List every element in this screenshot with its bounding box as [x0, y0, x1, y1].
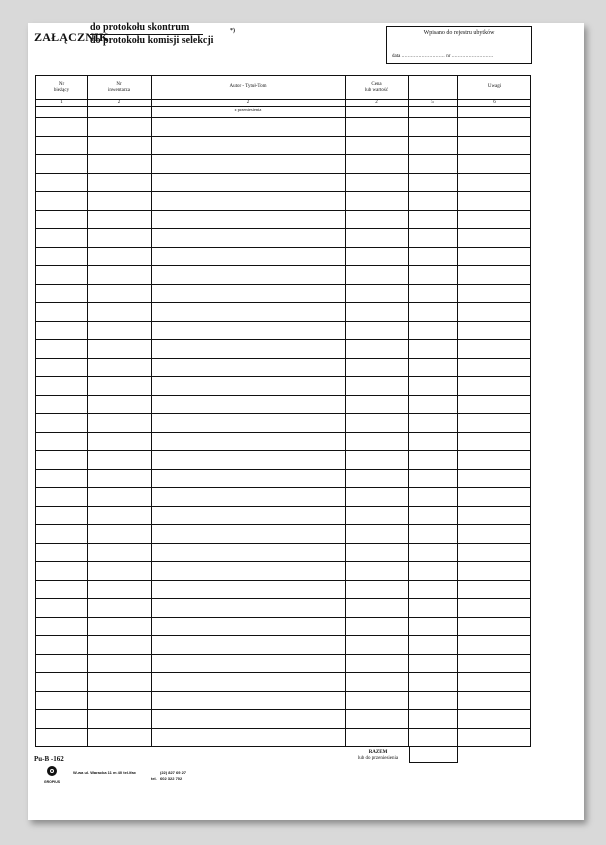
table-row [36, 487, 530, 488]
register-number-label: nr [446, 54, 451, 59]
register-date-label: data [392, 54, 401, 59]
table-row [36, 506, 530, 507]
header-cena: Cena lub wartość [364, 82, 389, 93]
register-box [386, 26, 532, 64]
publisher-address: W-wa ul. Waracka 11 m 40 tel./fax [73, 770, 136, 775]
table-row [36, 284, 530, 285]
table-row [36, 210, 530, 211]
table-row [36, 691, 530, 692]
table-row [36, 136, 530, 137]
table-row [36, 154, 530, 155]
table-row [36, 543, 530, 544]
table-row [36, 339, 530, 340]
table-row [36, 524, 530, 525]
form-code: Pu-B -162 [34, 755, 64, 763]
table-row [36, 598, 530, 599]
title-option-selekcji: do protokołu komisji selekcji [90, 35, 214, 46]
header-nr-biezacy: Nr bieżący [53, 82, 70, 93]
table-row [36, 450, 530, 451]
column-number: 1 [60, 100, 63, 105]
publisher-phone: tel. 602 322 702 [151, 776, 183, 781]
carry-over-label: z przeniesienia [234, 107, 262, 112]
column-divider [408, 76, 409, 746]
table-row [36, 376, 530, 377]
inventory-table [35, 75, 531, 747]
column-divider [87, 76, 88, 746]
table-row [36, 728, 530, 729]
total-value-cell[interactable] [409, 747, 458, 763]
brand-name: GROPIUS [43, 780, 61, 784]
table-row [36, 265, 530, 266]
column-number: 6 [493, 100, 496, 105]
column-divider [457, 76, 458, 746]
register-number-field[interactable]: ........................... [451, 54, 494, 59]
table-row [36, 672, 530, 673]
table-row [36, 709, 530, 710]
table-row [36, 358, 530, 359]
table-row [36, 432, 530, 433]
table-row [36, 191, 530, 192]
publisher-fax: (22) 827 69 27 [160, 770, 187, 775]
column-divider [345, 76, 346, 746]
column-number: 2 [246, 100, 250, 105]
table-row [36, 228, 530, 229]
table-row [36, 395, 530, 396]
column-divider [151, 76, 152, 746]
table-row [36, 173, 530, 174]
header-uwagi: Uwagi [487, 84, 502, 89]
table-row [36, 247, 530, 248]
table-row [36, 469, 530, 470]
table-row [36, 561, 530, 562]
title-option-skontrum: do protokołu skontrum [90, 22, 203, 35]
header-autor-tytul: Autor - Tytuł-Tom [229, 84, 267, 89]
table-row [36, 302, 530, 303]
table-row [36, 413, 530, 414]
column-number: 2 [375, 100, 378, 105]
table-row [36, 617, 530, 618]
header-nr-inwentarza: Nr inwentarza [108, 82, 130, 93]
gropius-logo-icon [47, 766, 57, 776]
column-number: 5 [431, 100, 434, 105]
column-number: 2 [117, 100, 121, 105]
table-row [36, 117, 530, 118]
form-title: ZAŁĄCZNIK [34, 30, 109, 44]
register-date-field[interactable]: ............................ [401, 54, 445, 59]
table-row [36, 321, 530, 322]
register-fields [392, 54, 527, 59]
table-row [36, 635, 530, 636]
total-label: RAZEM lub do przeniesienia [357, 750, 399, 761]
title-options [90, 22, 213, 47]
table-row [36, 580, 530, 581]
table-row [36, 654, 530, 655]
register-title: Wpisano do rejestru ubytków [423, 30, 495, 36]
title-footnote-mark: *) [230, 28, 235, 34]
